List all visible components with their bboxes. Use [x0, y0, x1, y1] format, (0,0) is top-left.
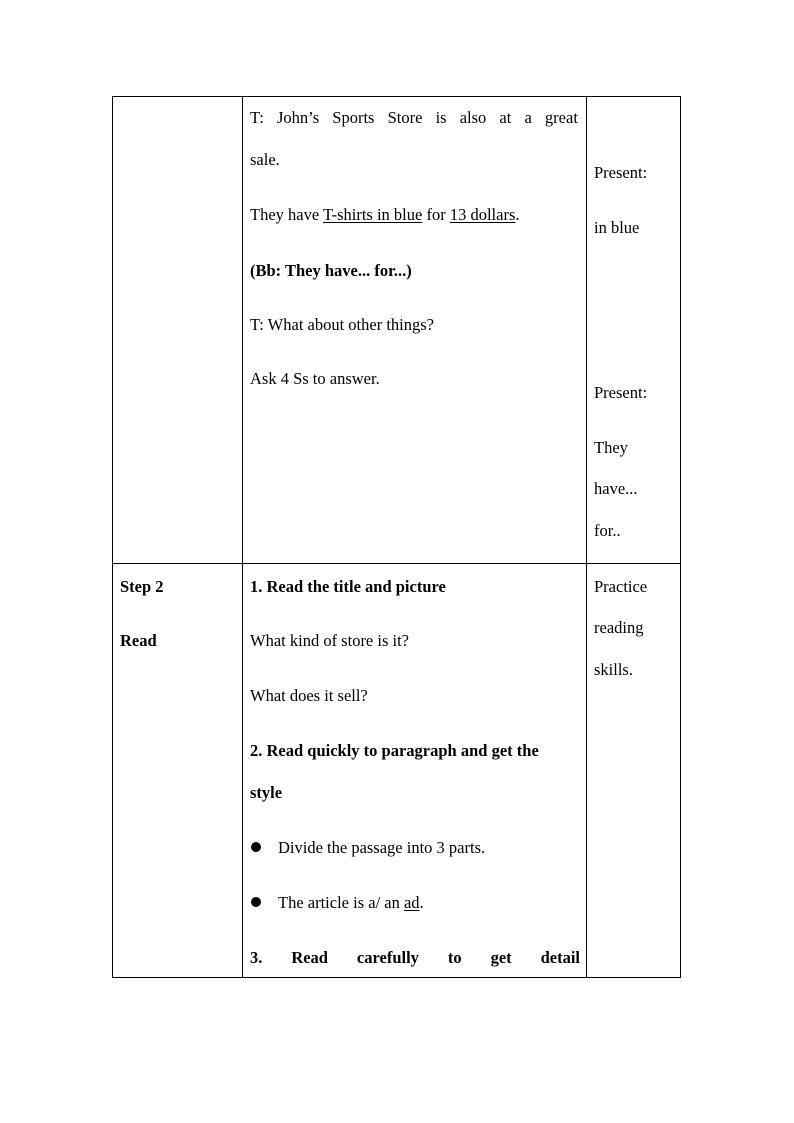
activity-heading-2-line2: style: [250, 783, 283, 802]
purpose-practice: Practice: [594, 577, 648, 596]
word: Store: [387, 108, 423, 127]
word: Read: [291, 948, 328, 967]
column-divider-2: [586, 96, 587, 978]
step-label: Step 2: [120, 577, 164, 596]
question-1: What kind of store is it?: [250, 631, 410, 650]
blackboard-note: (Bb: They have... for...): [250, 261, 412, 280]
table-border-left: [112, 96, 113, 978]
word: detail: [540, 948, 580, 967]
purpose-present-1: Present:: [594, 163, 648, 182]
underlined-text: T-shirts in blue: [323, 205, 423, 224]
row1-line1: [250, 108, 578, 128]
table-border-top: [112, 96, 681, 97]
purpose-present-2: Present:: [594, 383, 648, 402]
purpose-have: have...: [594, 479, 638, 498]
word: is: [435, 108, 447, 127]
word: also: [459, 108, 487, 127]
text: .: [515, 205, 520, 224]
step-name: Read: [120, 631, 157, 650]
purpose-skills: skills.: [594, 660, 633, 679]
word: T:: [250, 108, 264, 127]
bullet-icon: [251, 897, 261, 907]
text: The article is a/ an: [278, 893, 404, 912]
word: to: [447, 948, 462, 967]
underlined-text: ad: [403, 893, 420, 912]
text: for: [422, 205, 450, 224]
row1-line3: [250, 205, 520, 225]
row-divider: [112, 563, 681, 564]
table-border-bottom: [112, 977, 681, 978]
row1-line2: sale.: [250, 150, 280, 169]
word: John’s: [276, 108, 320, 127]
purpose-for: for..: [594, 521, 621, 540]
column-divider-1: [242, 96, 243, 978]
activity-heading-2-line1: 2. Read quickly to paragraph and get the: [250, 741, 539, 760]
word: get: [490, 948, 512, 967]
bullet-item-2: [278, 893, 424, 913]
row1-line5: T: What about other things?: [250, 315, 434, 334]
text: .: [419, 893, 424, 912]
word: at: [499, 108, 512, 127]
purpose-reading: reading: [594, 618, 644, 637]
word: Sports: [332, 108, 375, 127]
row1-line6: Ask 4 Ss to answer.: [250, 369, 380, 388]
question-2: What does it sell?: [250, 686, 368, 705]
bullet-item-1: Divide the passage into 3 parts.: [278, 838, 486, 857]
activity-heading-1: 1. Read the title and picture: [250, 577, 446, 596]
purpose-they: They: [594, 438, 628, 457]
bullet-icon: [251, 842, 261, 852]
activity-heading-3: [250, 948, 580, 968]
word: a: [524, 108, 532, 127]
table-border-right: [680, 96, 681, 978]
text: They have: [250, 205, 324, 224]
purpose-in-blue: in blue: [594, 218, 640, 237]
word: 3.: [250, 948, 263, 967]
word: carefully: [356, 948, 419, 967]
word: great: [544, 108, 578, 127]
underlined-text: 13 dollars: [449, 205, 516, 224]
